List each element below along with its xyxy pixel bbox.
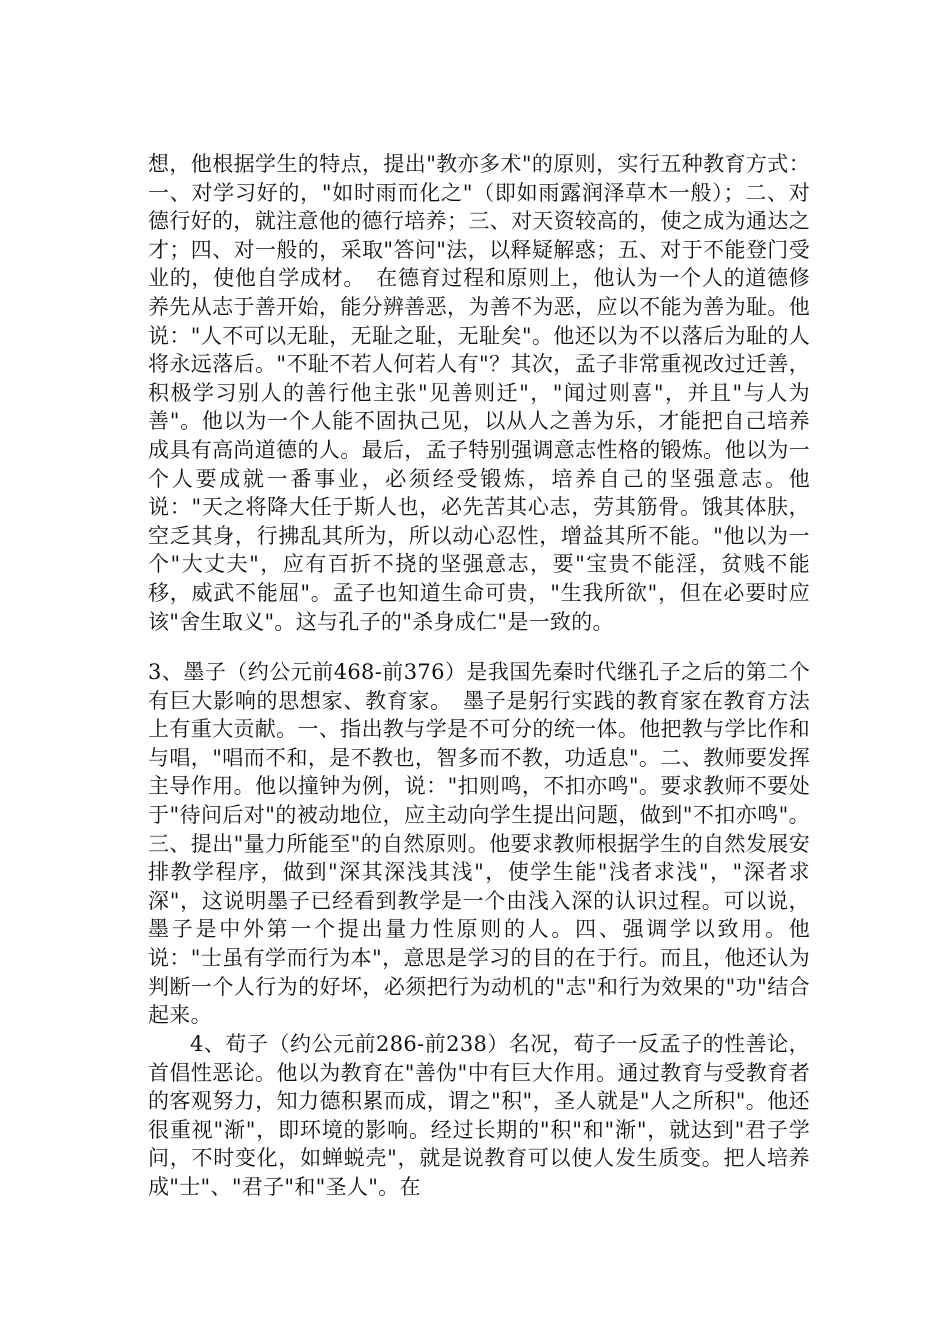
- paragraph-xunzi: 4、荀子（约公元前286-前238）名况，荀子一反孟子的性善论，首倡性恶论。他以为教育在"善伪"中有巨大作用。通过教育与受教育者的客观努力，知力德积累而成，谓之"积"，圣人就是"人之所积"。他还很重视"渐"，即环境的影响。经过长期的"积"和"渐"，就达到"君子学问，不时变化，如蝉蜕壳"，就是说教育可以使人发生质变。把人培养成"士"、"君子"和"圣人"。在: [148, 1032, 810, 1199]
- paragraph-mozi: 3、墨子（约公元前468-前376）是我国先秦时代继孔子之后的第二个有巨大影响的思想家、教育家。 墨子是躬行实践的教育家在教育方法上有重大贡献。一、指出教与学是不可分的统一体。他把教与学比作和与唱，"唱而不和，是不教也，智多而不教，功适息"。二、教师要发挥主导作用。他以撞钟为例，说："扣则鸣，不扣亦鸣"。要求教师不要处于"待问后对"的被动地位，应主动向学生提出问题，做到"不扣亦鸣"。三、提出"量力所能至"的自然原则。他要求教师根据学生的自然发展安排教学程序，做到"深其深浅其浅"，使学生能"浅者求浅"，"深者求深"，这说明墨子已经看到教学是一个由浅入深的认识过程。可以说，墨子是中外第一个提出量力性原则的人。四、强调学以致用。他说："士虽有学而行为本"，意思是学习的目的在于行。而且，他还认为判断一个人行为的好坏，必须把行为动机的"志"和行为效果的"功"结合起来。: [148, 660, 810, 1028]
- paragraph-mencius: 想，他根据学生的特点，提出"教亦多术"的原则，实行五种教育方式：一、对学习好的，"如时雨而化之"（即如雨露润泽草木一般）；二、对德行好的，就注意他的德行培养；三、对天资较高的，使之成为通达之才；四、对一般的，采取"答问"法，以释疑解惑；五、对于不能登门受业的，使他自学成材。 在德育过程和原则上，他认为一个人的道德修养先从志于善开始，能分辨善恶，为善不为恶，应以不能为善为耻。他说："人不可以无耻，无耻之耻，无耻矣"。他还以为不以落后为耻的人将永远落后。"不耻不若人何若人有"？其次，孟子非常重视改过迁善，积极学习别人的善行他主张"见善则迁"，"闻过则喜"，并且"与人为善"。他以为一个人能不固执己见，以从人之善为乐，才能把自己培养成具有高尚道德的人。最后，孟子特别强调意志性格的锻炼。他以为一个人要成就一番事业，必须经受锻炼，培养自己的坚强意志。他说："天之将降大任于斯人也，必先苦其心志，劳其筋骨。饿其体肤，空乏其身，行拂乱其所为，所以动心忍性，增益其所不能。"他以为一个"大丈夫"，应有百折不挠的坚强意志，要"宝贵不能淫，贫贱不能移，威武不能屈"。孟子也知道生命可贵，"生我所欲"，但在必要时应该"舍生取义"。这与孔子的"杀身成仁"是一致的。: [148, 152, 810, 634]
